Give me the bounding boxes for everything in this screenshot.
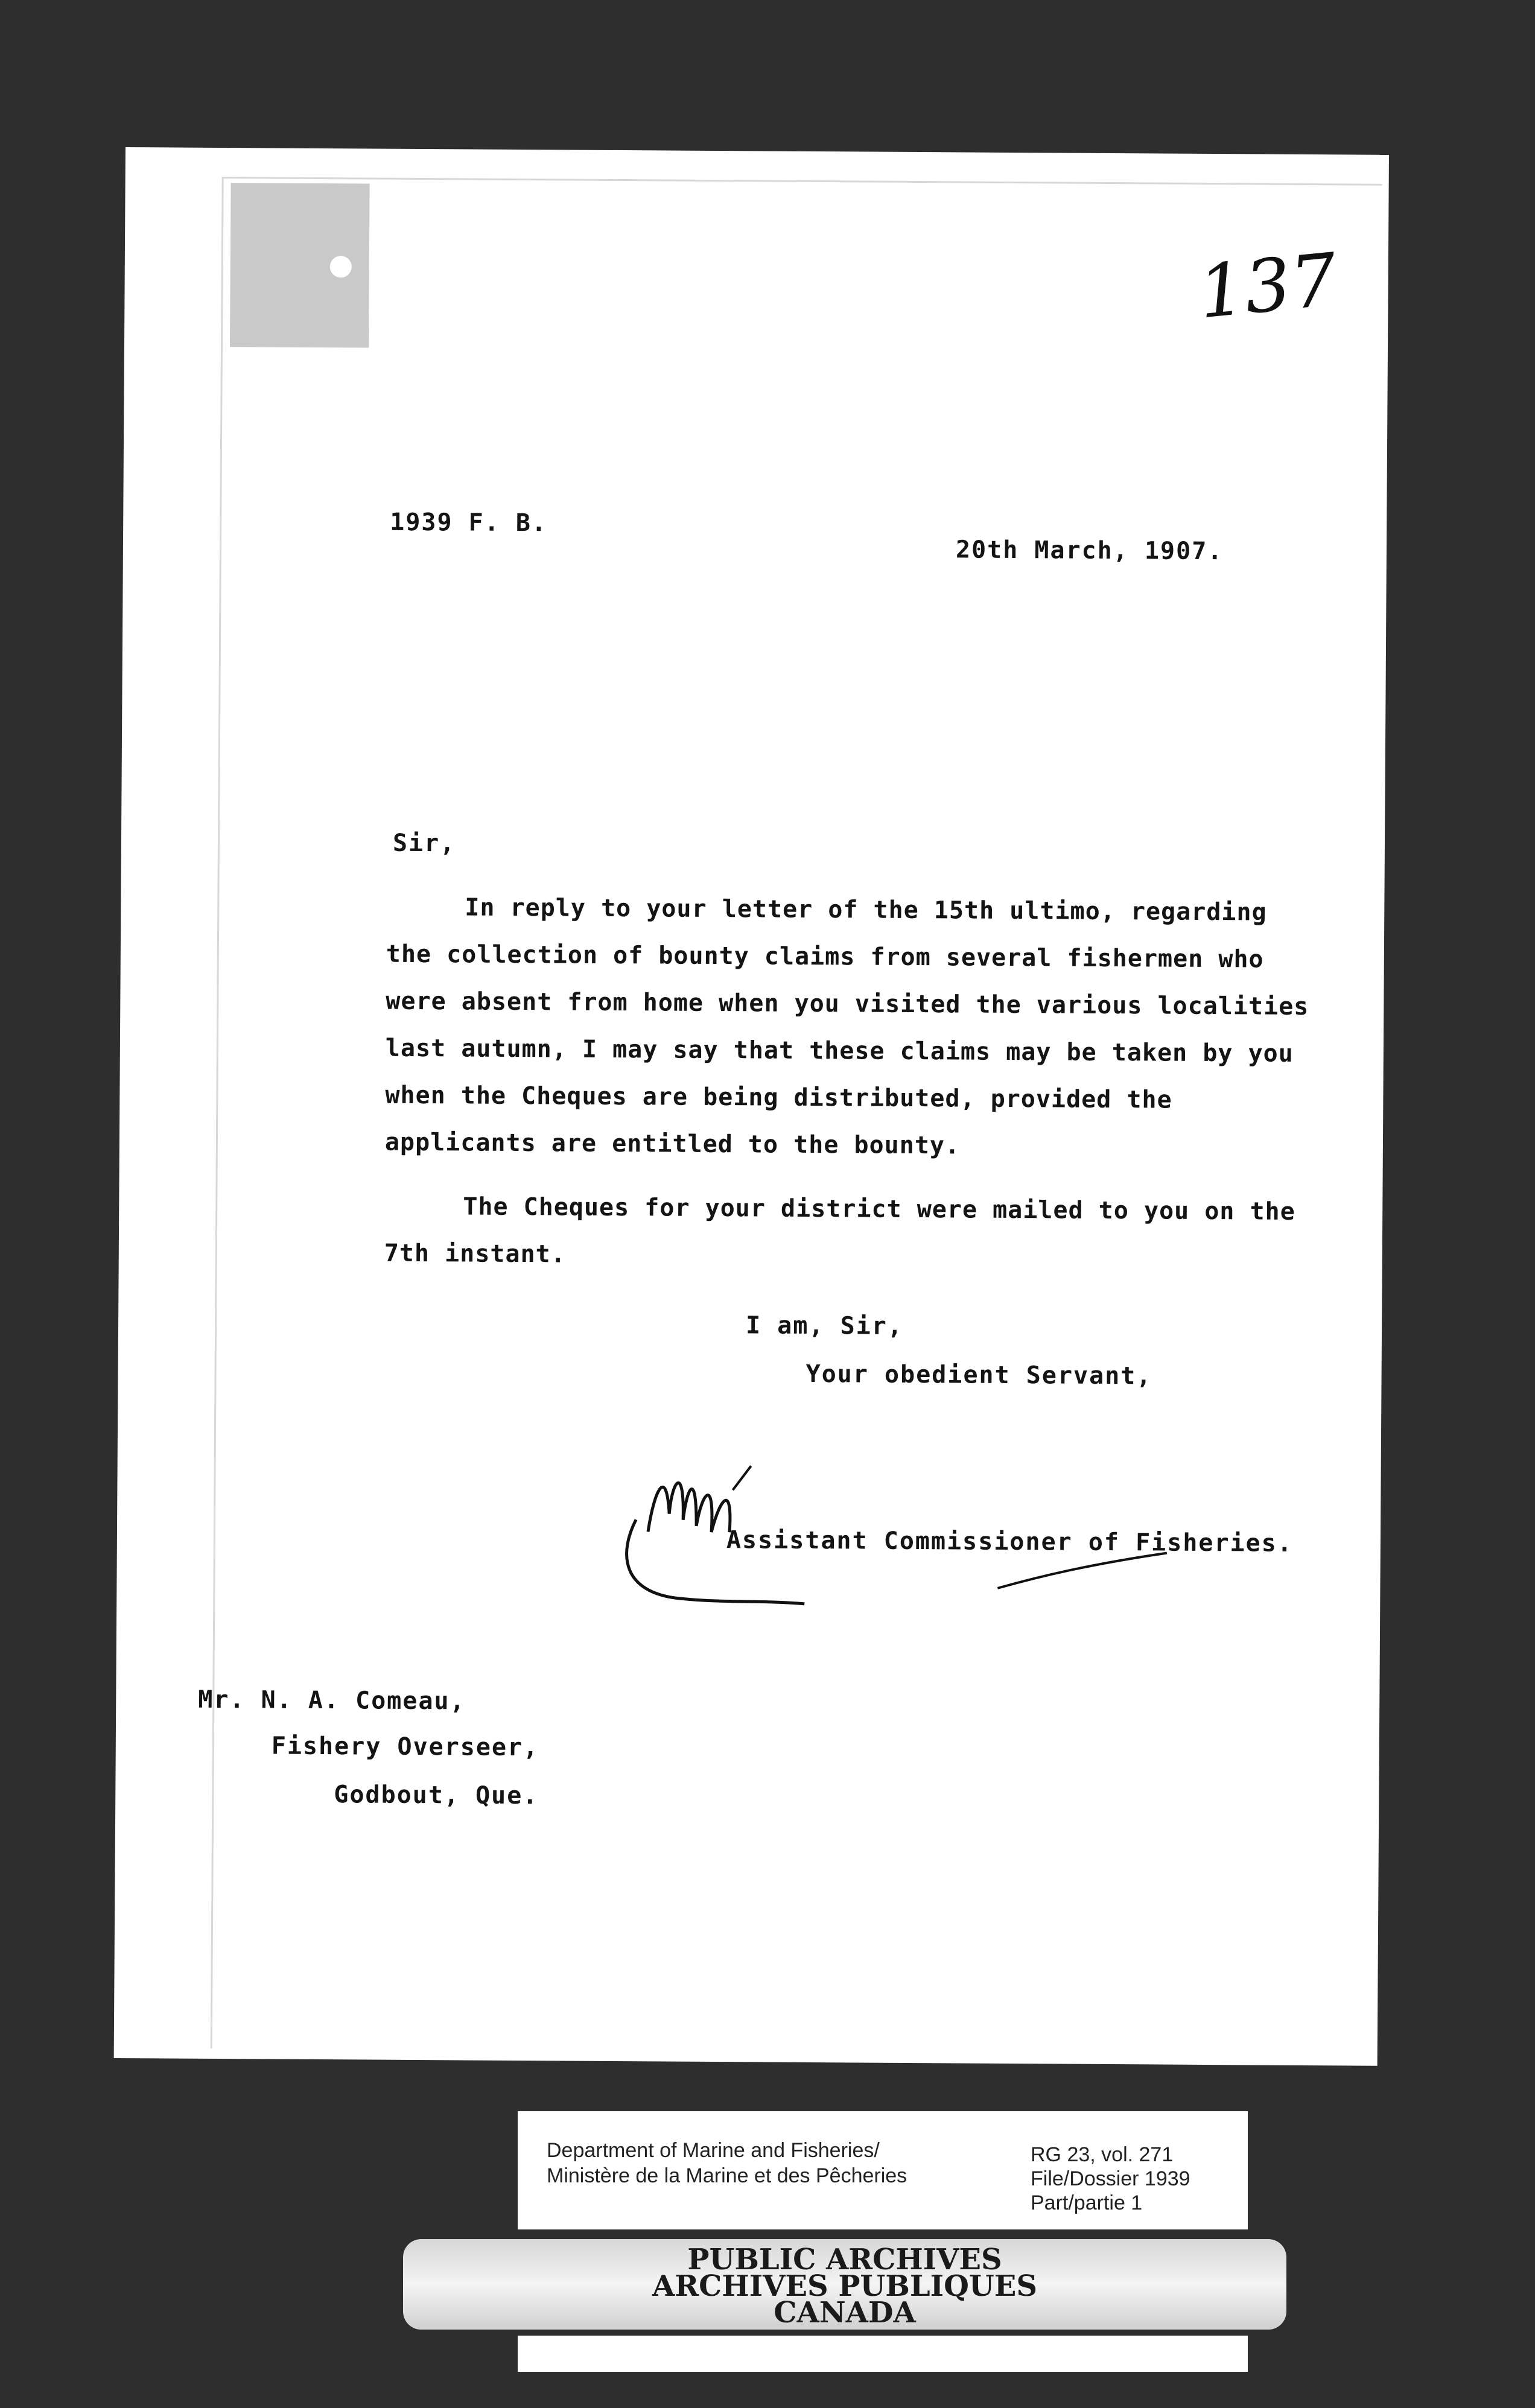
stamp-line-3: CANADA xyxy=(774,2296,916,2330)
archives-stamp xyxy=(403,2239,1286,2330)
letter-date: 20th March, 1907. xyxy=(955,536,1224,566)
stamp-line-1: PUBLIC ARCHIVES xyxy=(687,2243,1002,2277)
label-bottom-strip xyxy=(518,2336,1248,2372)
department-fr: Ministère de la Marine et des Pêcheries xyxy=(547,2164,907,2187)
letter-page xyxy=(114,147,1389,2066)
indent xyxy=(384,1214,463,1215)
stamp-line-2: ARCHIVES PUBLIQUES xyxy=(652,2269,1037,2303)
recipient-name: Mr. N. A. Comeau, xyxy=(198,1685,466,1716)
part-number: Part/partie 1 xyxy=(1031,2191,1143,2214)
recipient-position: Fishery Overseer, xyxy=(271,1732,539,1762)
file-reference: 1939 F. B. xyxy=(390,508,548,537)
signatory-title: Assistant Commissioner of Fisheries. xyxy=(726,1526,1293,1557)
file-number: File/Dossier 1939 xyxy=(1031,2167,1190,2190)
punch-hole xyxy=(330,256,352,277)
archive-label-card xyxy=(518,2111,1248,2229)
indent xyxy=(386,915,465,916)
record-group: RG 23, vol. 271 xyxy=(1031,2143,1174,2166)
department-en: Department of Marine and Fisheries/ xyxy=(547,2139,880,2162)
paragraph-1-text: In reply to your letter of the 15th ultimo, regarding the collection of bounty claims from several fishermen who were absent from home when you visited the various localities last autumn, I may say that these claims may be taken by you when the Cheques are being distributed, provided the applicants are entitled to the bounty. xyxy=(384,893,1309,1160)
salutation: Sir, xyxy=(392,829,456,858)
department-block xyxy=(547,2138,907,2188)
closing-line-2: Your obedient Servant, xyxy=(806,1360,1152,1390)
paragraph-2-text: The Cheques for your district were mailed to you on the 7th instant. xyxy=(384,1193,1295,1269)
recipient-location: Godbout, Que. xyxy=(334,1781,539,1810)
body-paragraph-2 xyxy=(384,1183,1314,1282)
folio-number: 137 xyxy=(1195,238,1341,335)
body-paragraph-1 xyxy=(385,884,1316,1171)
reference-block xyxy=(1031,2143,1190,2215)
closing-line-1: I am, Sir, xyxy=(745,1311,904,1340)
